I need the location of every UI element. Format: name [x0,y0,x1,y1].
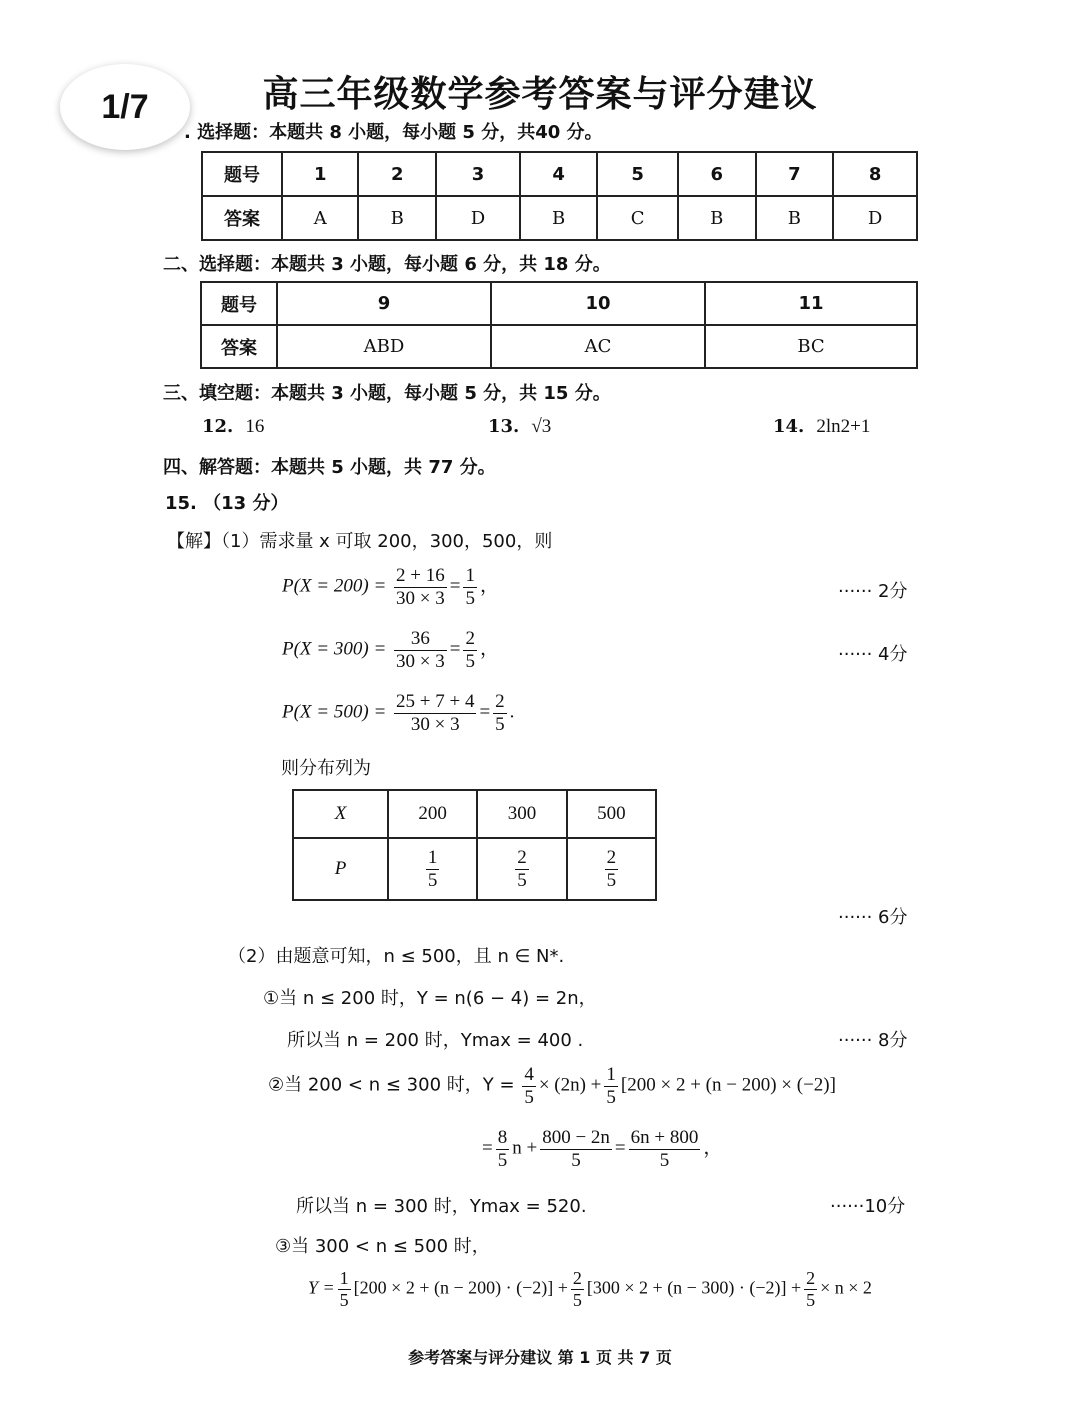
fraction [571,1268,584,1310]
fraction-numerator: 1 [465,565,475,586]
case2-lhs: ②当 200 < n ≤ 300 时，Y = [268,1074,515,1096]
section1-q-cell: 3 [436,152,520,196]
fraction-denominator: 30 × 3 [396,587,445,609]
fraction-denominator: 5 [339,1289,349,1310]
case3-expr [308,1268,872,1310]
expr-part: [200 × 2 + (n − 200) × (−2)] [620,1074,836,1096]
fraction [804,1268,817,1310]
section1-q-cell: 4 [520,152,598,196]
fraction [394,628,447,673]
prob-200-line: P(X = 200) = $\frac{2 + 16}{30 \times 3}$ = $\frac{1}{5}$ ， [282,565,499,609]
fill-item-number: 13. [488,416,520,437]
fraction-denominator: 5 [497,1149,508,1171]
section2-answer-row [201,325,917,368]
fraction [426,847,440,892]
question-15-title: 15. （13 分） [165,493,289,514]
fraction [338,1268,351,1310]
prob-lhs: P(X = 500) = [282,701,387,723]
distribution-table [292,789,657,901]
fill-item-13 [488,416,551,438]
section2-a-label: 答案 [201,325,277,368]
section1-a-cell: B [678,196,756,240]
expr-part: × (2n) + [538,1074,602,1096]
section1-a-cell: B [520,196,598,240]
section1-table [201,151,918,241]
dist-p-cell [477,838,566,900]
fraction [463,565,477,610]
fraction [496,1127,510,1172]
fill-item-answer: 16 [245,416,265,437]
dist-x-value: 300 [477,790,566,838]
fraction-numerator: 6n + 800 [630,1127,699,1148]
fraction-numerator: 1 [339,1268,349,1288]
fraction-denominator: 5 [427,869,438,891]
section2-q-cell: 10 [491,282,705,325]
section2-a-cell: AC [491,325,705,368]
dist-x-value: 500 [567,790,656,838]
fraction-numerator: 36 [394,628,447,651]
fraction [605,847,619,892]
fraction [604,1064,618,1109]
fraction [394,691,476,736]
section1-a-cell: A [282,196,358,240]
section2-table [200,281,918,369]
expr-part: × n × 2 [820,1277,872,1298]
fraction-numerator: 25 + 7 + 4 [396,691,475,712]
fraction-numerator: 2 [517,846,527,868]
fraction-denominator: 5 [606,1086,616,1108]
dist-p-cell [567,838,656,900]
prob-500-line: P(X = 500) = $\frac{25 + 7 + 4}{30 \times 3}$ = $\frac{2}{5}$ . [282,691,515,735]
section2-a-cell: ABD [277,325,491,368]
fill-item-number: 12. [202,416,234,437]
fraction-numerator: 2 [465,628,475,649]
section2-heading: 二、选择题：本题共 3 小题，每小题 6 分，共 18 分。 [163,254,611,275]
section1-q-cell: 7 [756,152,834,196]
case1-line: ①当 n ≤ 200 时，Y = n(6 − 4) = 2n， [263,988,597,1009]
case2-result: 所以当 n = 300 时，Ymax = 520. [296,1196,587,1217]
fraction [493,691,507,736]
fraction-numerator: 1 [606,1064,616,1085]
fraction-denominator: 30 × 3 [396,650,445,672]
distribution-intro: 则分布列为 [281,758,371,779]
fraction-denominator: 5 [465,650,475,672]
prob-lhs: P(X = 200) = [282,575,387,597]
fraction-numerator: 2 [495,691,505,712]
page-badge-text: 1/7 [101,87,149,126]
section1-question-row [202,152,917,196]
fraction-denominator: 30 × 3 [410,713,460,735]
section1-a-cell: B [756,196,834,240]
fraction-denominator: 5 [465,587,475,609]
section1-q-cell: 1 [282,152,358,196]
punct: ， [479,638,499,660]
page-footer: 参考答案与评分建议 第 1 页 共 7 页 [408,1348,672,1367]
fill-item-12 [202,416,264,438]
section4-heading: 四、解答题：本题共 5 小题，共 77 分。 [163,457,496,478]
section1-heading: . 选择题：本题共 8 小题，每小题 5 分，共40 分。 [184,122,603,143]
distribution-p-row [293,838,656,900]
section1-q-cell: 8 [833,152,917,196]
score-marker: ······ 6分 [838,907,908,928]
fraction-numerator: 2 + 16 [396,565,445,586]
dist-x-value: 200 [388,790,477,838]
section1-q-cell: 6 [678,152,756,196]
section1-q-label: 题号 [202,152,282,196]
score-marker: ······ 8分 [838,1030,908,1051]
section1-q-cell: 5 [597,152,677,196]
score-marker: ······10分 [830,1196,906,1217]
fraction [629,1127,701,1172]
case2-line2: = $\frac{8}{5}$ n + $\frac{800 - 2n}{5}$ = $\frac{6n + 800}{5}$ ， [482,1127,723,1171]
section2-q-cell: 11 [705,282,917,325]
prob-300-line: P(X = 300) = $\frac{36}{30 \times 3}$ = $\frac{2}{5}$ ， [282,628,499,672]
section2-a-cell: BC [705,325,917,368]
dist-x-label: X [293,790,388,838]
punct: . [509,701,515,723]
dist-p-label: P [293,838,388,900]
section3-heading: 三、填空题：本题共 3 小题，每小题 5 分，共 15 分。 [163,383,611,404]
score-marker: ······ 4分 [838,644,908,665]
section1-q-cell: 2 [358,152,436,196]
section1-a-cell: D [833,196,917,240]
fraction-numerator: 1 [427,846,438,868]
expr-part: n + [512,1137,538,1159]
dist-p-cell [388,838,477,900]
fraction-denominator: 5 [571,1149,581,1171]
page-title: 高三年级数学参考答案与评分建议 [262,74,818,115]
fraction [540,1127,612,1172]
case1-result: 所以当 n = 200 时，Ymax = 400 . [287,1030,584,1051]
section1-answer-row [202,196,917,240]
fill-item-answer: 2ln2+1 [816,416,871,437]
fraction [522,1064,536,1109]
fraction-denominator: 5 [572,1289,582,1310]
fraction-denominator: 5 [659,1149,670,1171]
fraction-denominator: 5 [517,869,527,891]
section1-a-label: 答案 [202,196,282,240]
section2-question-row [201,282,917,325]
fraction-denominator: 5 [524,1086,534,1108]
section2-q-label: 题号 [201,282,277,325]
fraction-numerator: 2 [606,846,617,868]
fraction-denominator: 5 [495,713,505,735]
fraction [515,847,529,892]
expr-part: Y = [308,1277,335,1298]
fill-item-answer: √3 [531,416,552,437]
fraction-numerator: 800 − 2n [542,1127,610,1148]
fraction-numerator: 2 [806,1268,816,1288]
fraction-denominator: 5 [606,869,617,891]
fraction [463,628,477,673]
section1-a-cell: D [436,196,520,240]
fraction-numerator: 2 [572,1268,582,1288]
score-marker: ······ 2分 [838,581,908,602]
case3-line: ③当 300 < n ≤ 500 时， [275,1236,490,1257]
fill-item-14 [773,416,870,438]
fraction-numerator: 8 [497,1127,508,1148]
section1-a-cell: B [358,196,436,240]
case2-line1 [268,1064,836,1109]
punct: ， [479,575,499,597]
distribution-x-row [293,790,656,838]
solution-intro: 【解】（1）需求量 x 可取 200，300，500，则 [167,531,553,552]
expr-part: [300 × 2 + (n − 300) · (−2)] + [586,1277,802,1298]
prob-lhs: P(X = 300) = [282,638,387,660]
fill-item-number: 14. [773,416,805,437]
fraction-denominator: 5 [806,1289,816,1310]
expr-part: [200 × 2 + (n − 200) · (−2)] + [353,1277,568,1298]
part2-intro: （2）由题意可知，n ≤ 500，且 n ∈ N*. [228,946,565,967]
section1-a-cell: C [597,196,677,240]
fraction [394,565,447,610]
fraction-numerator: 4 [524,1064,534,1085]
section2-q-cell: 9 [277,282,491,325]
